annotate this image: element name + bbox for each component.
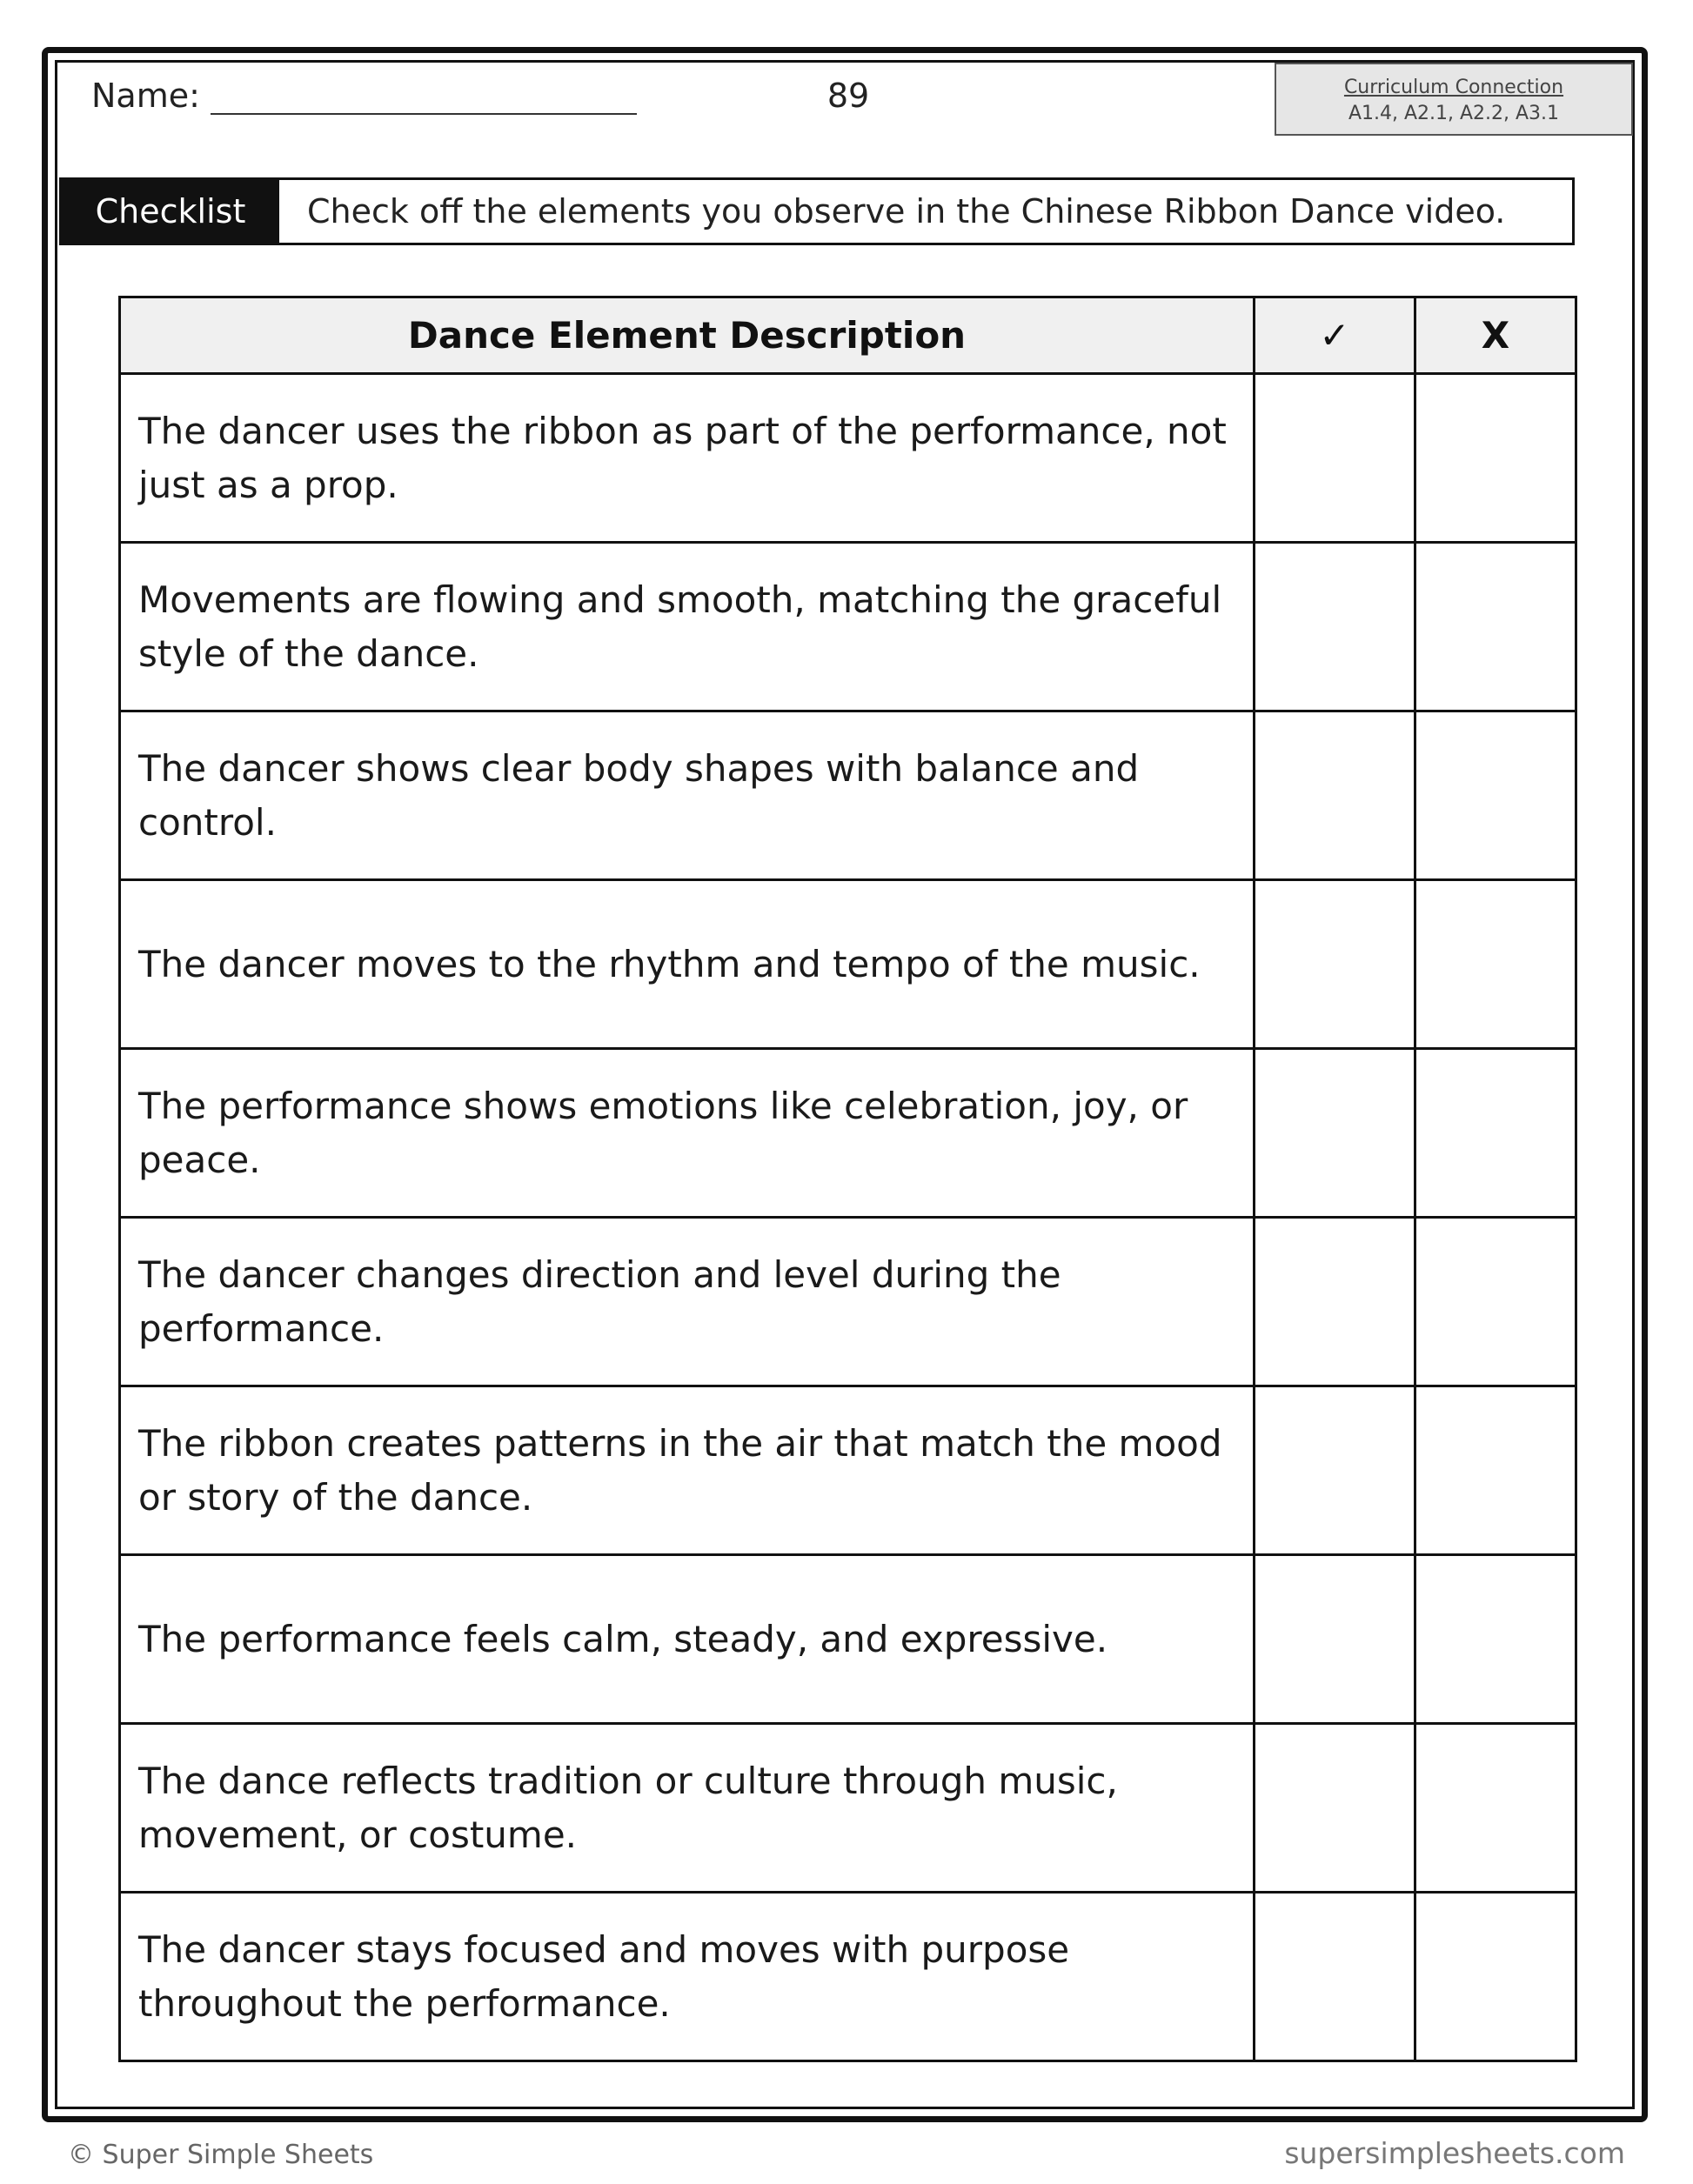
table-header-row: [120, 297, 1576, 374]
curriculum-connection-box: [1275, 63, 1633, 136]
curriculum-codes: A1.4, A2.1, A2.2, A3.1: [1348, 103, 1560, 124]
element-description: The performance feels calm, steady, and expressive.: [120, 1555, 1255, 1724]
page-number: 89: [826, 77, 870, 115]
header-check-mark: ✓: [1255, 297, 1415, 374]
check-cell[interactable]: [1255, 711, 1415, 880]
check-cell[interactable]: [1255, 374, 1415, 543]
table-row: [120, 1555, 1576, 1724]
x-cell[interactable]: [1415, 711, 1576, 880]
header-x-mark: X: [1415, 297, 1576, 374]
check-cell[interactable]: [1255, 1724, 1415, 1893]
x-cell[interactable]: [1415, 1218, 1576, 1386]
x-cell[interactable]: [1415, 1386, 1576, 1555]
element-description: The ribbon creates patterns in the air that match the mood or story of the dance.: [120, 1386, 1255, 1555]
name-input-line[interactable]: [211, 78, 637, 115]
table-row: [120, 711, 1576, 880]
check-cell[interactable]: [1255, 543, 1415, 711]
table-row: [120, 1386, 1576, 1555]
footer-website: supersimplesheets.com: [1284, 2136, 1625, 2170]
name-label: Name:: [91, 77, 200, 115]
checklist-tag: Checklist: [62, 180, 279, 243]
element-description: The dancer changes direction and level during the performance.: [120, 1218, 1255, 1386]
header-description: Dance Element Description: [120, 297, 1255, 374]
table-row: [120, 1893, 1576, 2061]
check-cell[interactable]: [1255, 880, 1415, 1049]
checklist-bar: [59, 177, 1575, 245]
table-row: [120, 1724, 1576, 1893]
check-cell[interactable]: [1255, 1218, 1415, 1386]
x-cell[interactable]: [1415, 1724, 1576, 1893]
table-row: [120, 374, 1576, 543]
element-description: The performance shows emotions like celebration, joy, or peace.: [120, 1049, 1255, 1218]
check-cell[interactable]: [1255, 1386, 1415, 1555]
footer-copyright: © Super Simple Sheets: [68, 2140, 374, 2170]
table-row: [120, 1049, 1576, 1218]
x-cell[interactable]: [1415, 1893, 1576, 2061]
check-cell[interactable]: [1255, 1049, 1415, 1218]
element-description: The dancer uses the ribbon as part of the performance, not just as a prop.: [120, 374, 1255, 543]
name-field: [91, 77, 637, 115]
x-cell[interactable]: [1415, 880, 1576, 1049]
x-cell[interactable]: [1415, 1049, 1576, 1218]
element-description: The dance reflects tradition or culture through music, movement, or costume.: [120, 1724, 1255, 1893]
curriculum-title: Curriculum Connection: [1343, 77, 1564, 98]
check-cell[interactable]: [1255, 1893, 1415, 2061]
table-row: [120, 880, 1576, 1049]
element-description: The dancer stays focused and moves with purpose throughout the performance.: [120, 1893, 1255, 2061]
element-description: The dancer moves to the rhythm and tempo of the music.: [120, 880, 1255, 1049]
checklist-instruction: Check off the elements you observe in the Chinese Ribbon Dance video.: [307, 192, 1506, 230]
element-description: Movements are flowing and smooth, matching the graceful style of the dance.: [120, 543, 1255, 711]
x-cell[interactable]: [1415, 374, 1576, 543]
x-cell[interactable]: [1415, 1555, 1576, 1724]
element-description: The dancer shows clear body shapes with balance and control.: [120, 711, 1255, 880]
check-cell[interactable]: [1255, 1555, 1415, 1724]
table-row: [120, 543, 1576, 711]
x-cell[interactable]: [1415, 543, 1576, 711]
table-row: [120, 1218, 1576, 1386]
dance-elements-table: [118, 296, 1577, 2062]
